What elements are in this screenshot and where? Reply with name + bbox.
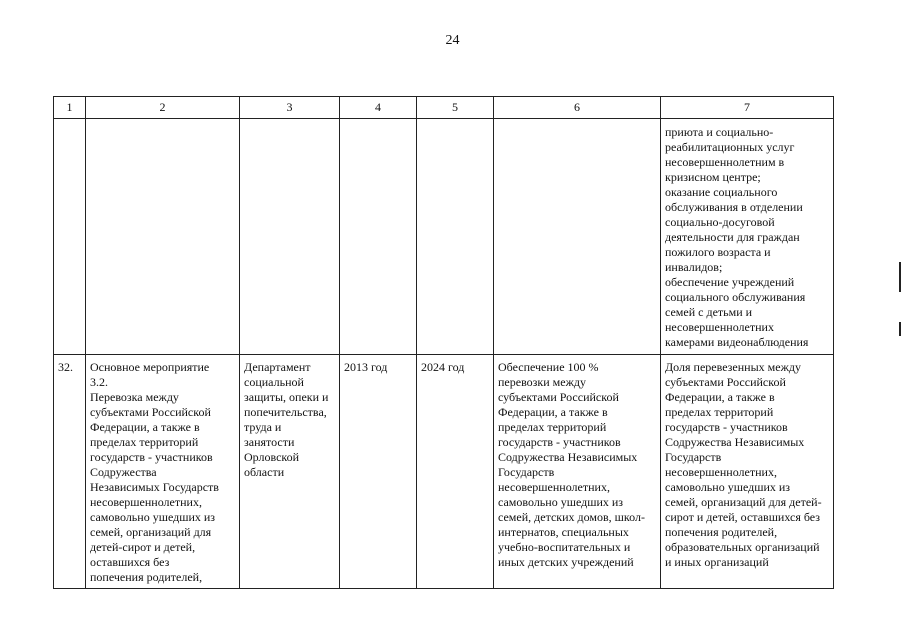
cell-text-line: Федерации, а также в (90, 420, 200, 434)
cell-text-line: самовольно ушедших из (665, 480, 791, 494)
cell-text-line: детей-сирот и детей, (90, 540, 196, 554)
cell-text-line: инвалидов; (665, 260, 723, 274)
cell-text-line: несовершеннолетних (665, 320, 774, 334)
cell-text-line: несовершеннолетних, (90, 495, 202, 509)
row-number: 32. (54, 355, 86, 589)
cont-cell-2 (86, 119, 240, 355)
table-row-32 (54, 355, 834, 589)
cell-text-line: семей, детских домов, школ- (498, 510, 645, 524)
cell-text-line: Государств (665, 450, 722, 464)
cell-text-line: обеспечение учреждений (665, 275, 795, 289)
cell-text-line: области (244, 465, 285, 479)
cell-text-line: деятельности для граждан (665, 230, 800, 244)
start-year-cell: 2013 год (340, 355, 417, 589)
cell-text-line: Содружества (90, 465, 157, 479)
cell-text-line: Федерации, а также в (665, 390, 775, 404)
cell-text-line: социальной (244, 375, 304, 389)
cont-cell-7 (661, 119, 834, 355)
cell-text-line: сирот и детей, оставшихся без (665, 510, 821, 524)
cell-text-line: Основное мероприятие (90, 360, 210, 374)
header-col-3: 3 (240, 97, 340, 119)
cell-text-line: семей, организаций для детей- (665, 495, 822, 509)
cell-text-line: пределах территорий (498, 420, 607, 434)
header-col-1: 1 (54, 97, 86, 119)
cell-text-line: и иных организаций (665, 555, 769, 569)
header-col-4: 4 (340, 97, 417, 119)
cell-text-line: субъектами Российской (665, 375, 786, 389)
cell-text-line: иных детских учреждений (498, 555, 634, 569)
cell-text-line: самовольно ушедших из (498, 495, 624, 509)
page-number: 24 (445, 33, 460, 48)
cell-text-line: приюта и социально- (665, 125, 774, 139)
cell-text-line: Доля перевезенных между (665, 360, 801, 374)
header-col-6: 6 (494, 97, 661, 119)
cell-text-line: Обеспечение 100 % (498, 360, 599, 374)
cont-cell-4 (340, 119, 417, 355)
cell-text-line: самовольно ушедших из (90, 510, 216, 524)
cell-text-line: учебно-воспитательных и (498, 540, 631, 554)
cell-text-line: реабилитационных услуг (665, 140, 795, 154)
cell-text-line: Орловской (244, 450, 300, 464)
cont-cell-3 (240, 119, 340, 355)
cell-text-line: обслуживания в отделении (665, 200, 803, 214)
cell-text-line: попечения родителей, (665, 525, 778, 539)
cell-text-line: социально-досуговой (665, 215, 775, 229)
cell-text-line: пределах территорий (665, 405, 774, 419)
cell-text-line: образовательных организаций (665, 540, 820, 554)
continuation-row (54, 119, 834, 355)
cell-text-line: Содружества Независимых (498, 450, 638, 464)
cell-text-line: семей с детьми и (665, 305, 753, 319)
cont-cell-5 (417, 119, 494, 355)
cell-text-line: занятости (244, 435, 295, 449)
cell-text-line: камерами видеонаблюдения (665, 335, 809, 349)
header-col-5: 5 (417, 97, 494, 119)
cont-cell-1 (54, 119, 86, 355)
cell-text-line: 3.2. (90, 375, 108, 389)
cell-text-line: оказание социального (665, 185, 778, 199)
header-col-2: 2 (86, 97, 240, 119)
cell-text-line: труда и (244, 420, 282, 434)
cell-text-line: пределах территорий (90, 435, 199, 449)
cell-text-line: защиты, опеки и (244, 390, 329, 404)
cell-text-line: несовершеннолетних, (665, 465, 777, 479)
end-year-cell: 2024 год (417, 355, 494, 589)
cell-text-line: несовершеннолетним в (665, 155, 785, 169)
cell-text-line: субъектами Российской (90, 405, 211, 419)
cell-text-line: государств - участников (665, 420, 788, 434)
expected-result-cell (494, 355, 661, 589)
cell-text-line: социального обслуживания (665, 290, 806, 304)
measures-table (53, 96, 834, 589)
cell-text-line: государств - участников (498, 435, 621, 449)
cell-text-line: оставшихся без (90, 555, 170, 569)
cell-text-line: кризисном центре; (665, 170, 761, 184)
cell-text-line: пожилого возраста и (665, 245, 771, 259)
cell-text-line: попечения родителей, (90, 570, 203, 584)
cell-text-line: перевозки между (498, 375, 586, 389)
cell-text-line: Независимых Государств (90, 480, 219, 494)
cell-text-line: несовершеннолетних, (498, 480, 610, 494)
cell-text-line: семей, организаций для (90, 525, 212, 539)
scan-edge-mark-1 (899, 262, 901, 292)
cell-text-line: Департамент (244, 360, 311, 374)
cont-cell-6 (494, 119, 661, 355)
cell-text-line: субъектами Российской (498, 390, 619, 404)
indicator-cell (661, 355, 834, 589)
cell-text-line: Государств (498, 465, 555, 479)
responsible-executor-cell (240, 355, 340, 589)
header-col-7: 7 (661, 97, 834, 119)
header-row (54, 97, 834, 119)
cell-text-line: государств - участников (90, 450, 213, 464)
scan-edge-mark-2 (899, 322, 901, 336)
measure-name-cell (86, 355, 240, 589)
cell-text-line: попечительства, (244, 405, 327, 419)
cell-text-line: Перевозка между (90, 390, 179, 404)
cell-text-line: интернатов, специальных (498, 525, 629, 539)
cell-text-line: Содружества Независимых (665, 435, 805, 449)
cell-text-line: Федерации, а также в (498, 405, 608, 419)
